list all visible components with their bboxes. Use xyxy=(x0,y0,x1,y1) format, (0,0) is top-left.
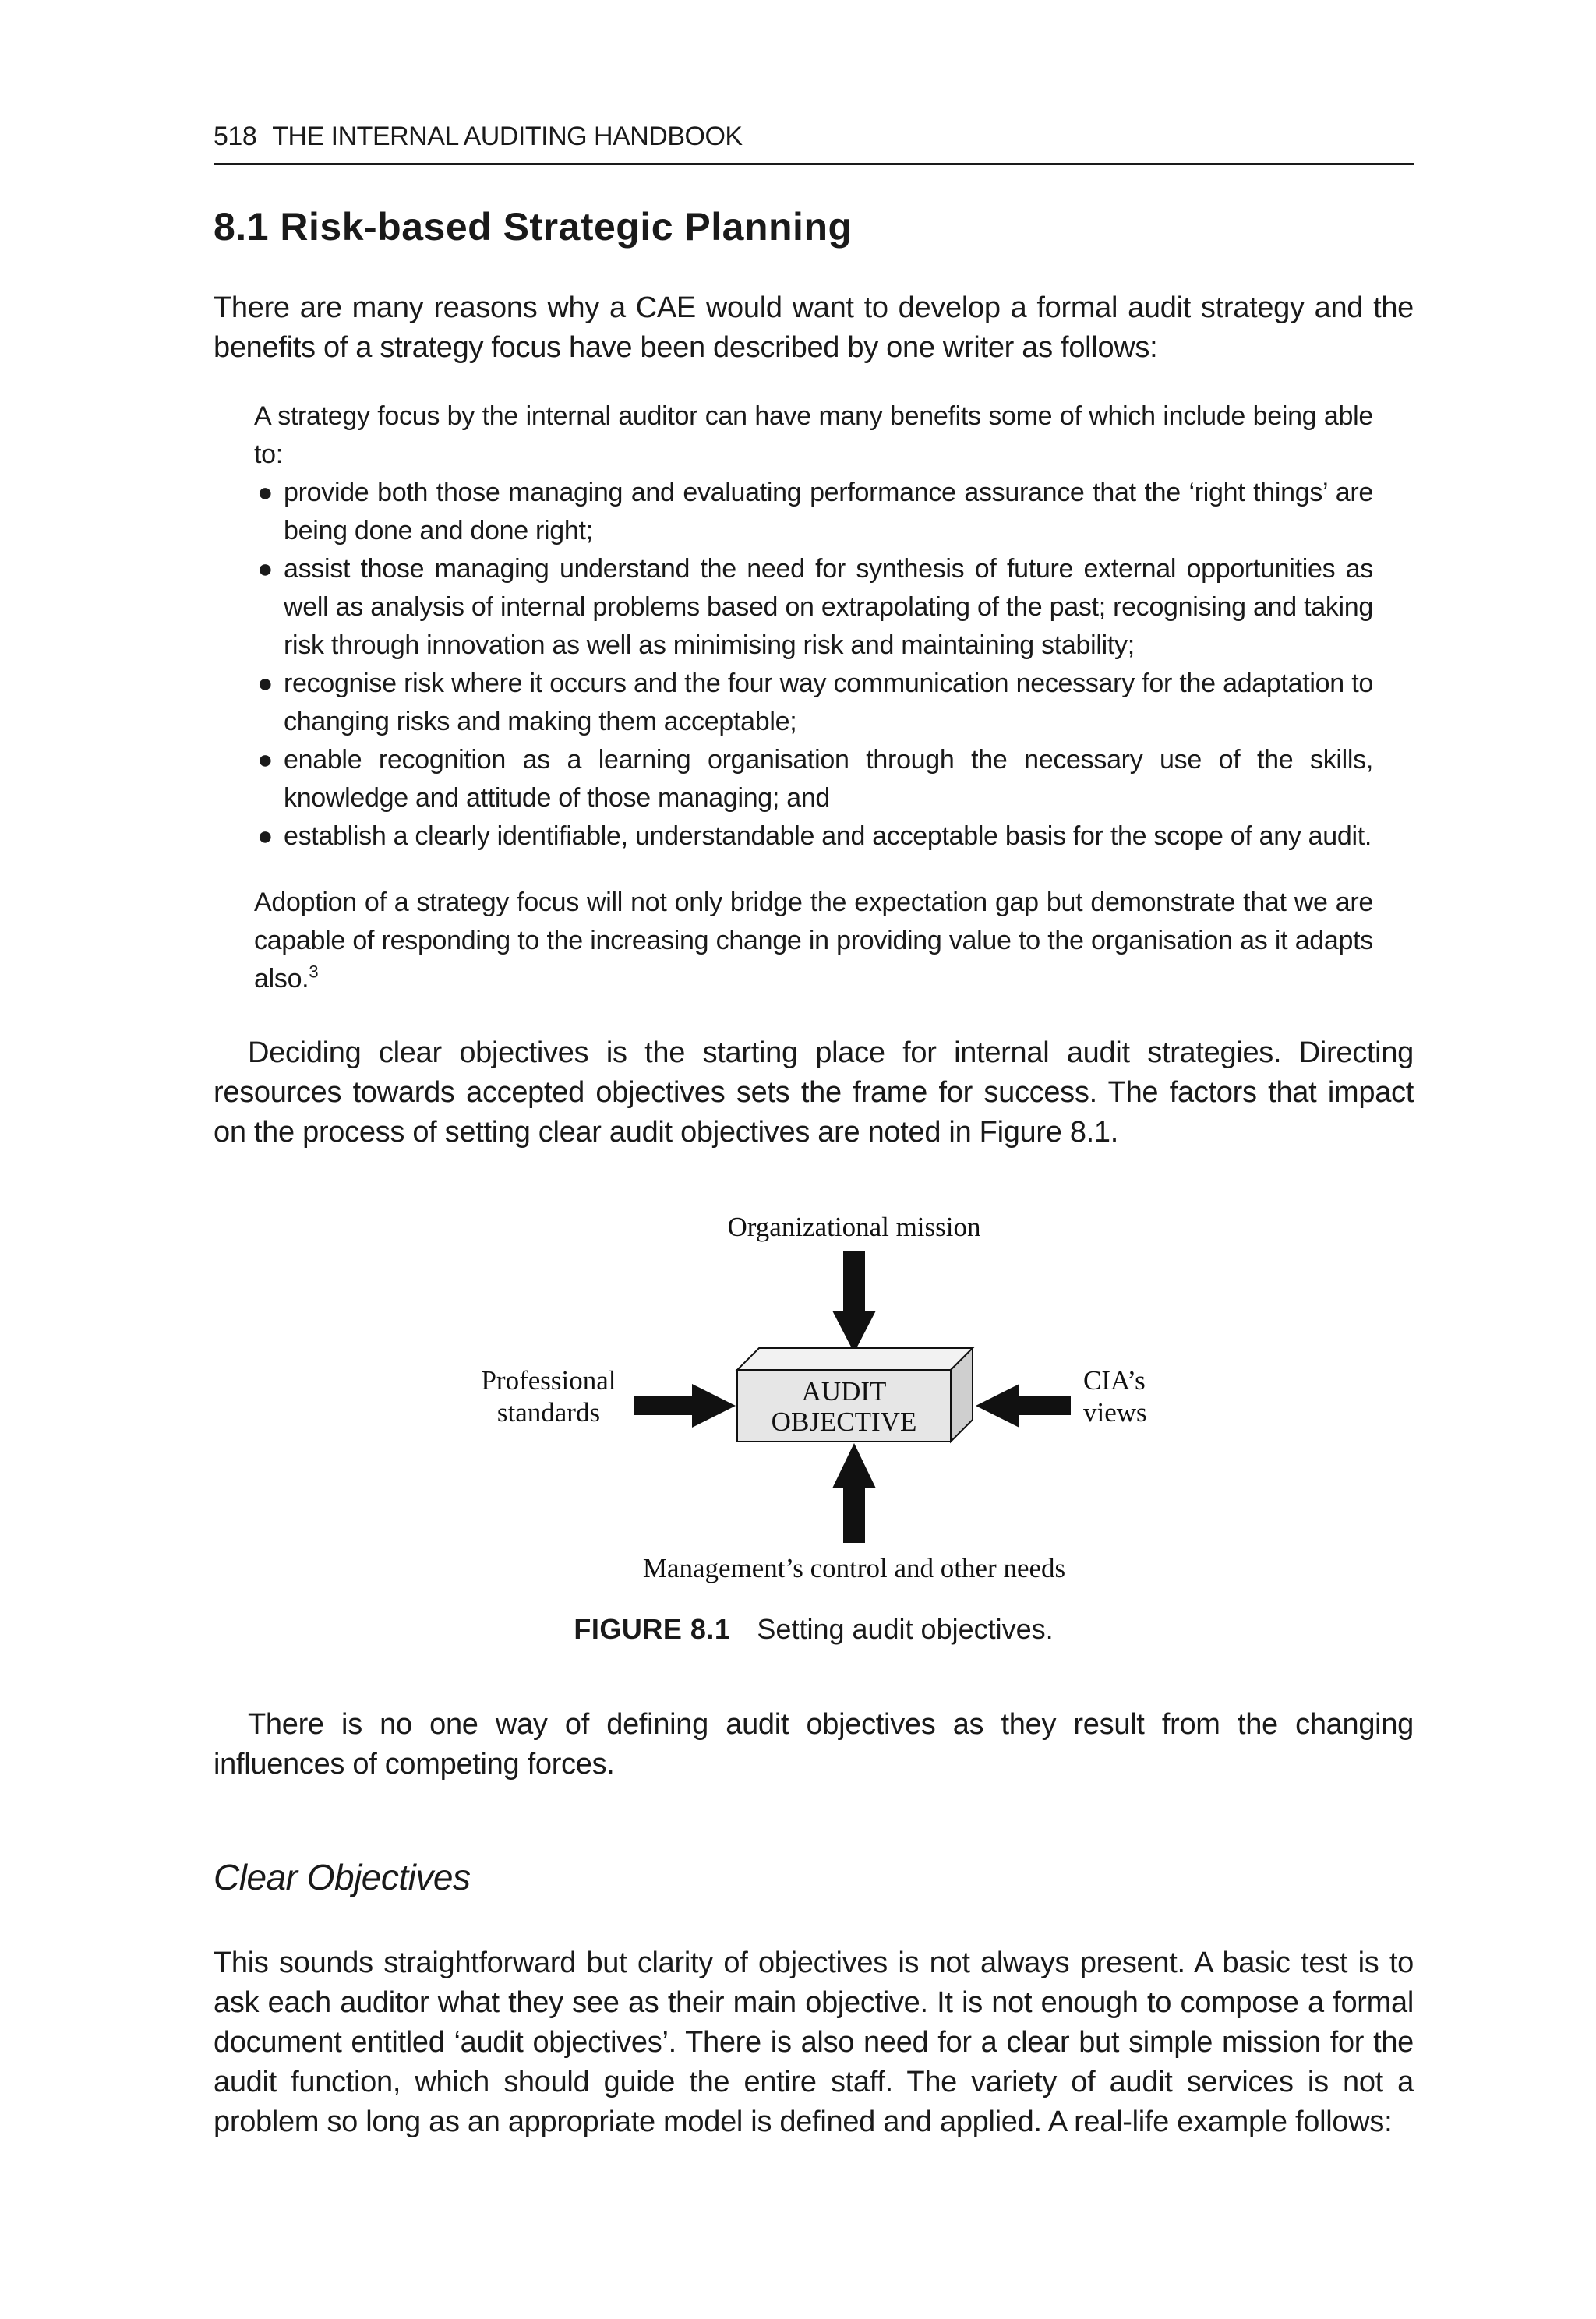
block-quote xyxy=(254,397,1373,998)
quote-bullet-item: ● assist those managing understand the need for synthesis of future external opportunities as well as analysis of internal problems based on extrapolating of the past; recognising and taking risk through innovation as well as minimising risk and maintaining stability; xyxy=(254,550,1373,665)
bullet-icon: ● xyxy=(257,554,274,584)
section-title: 8.1 Risk-based Strategic Planning xyxy=(214,205,853,249)
arrow-down-icon xyxy=(832,1251,876,1353)
clear-objectives-paragraph: This sounds straightforward but clarity of objectives is not always present. A basic test is to ask each auditor what they see as their main objective. It is not enough to compose a formal document entitled ‘audit objectives’. There is also need for a clear but simple mission for the audit function, which should guide the entire staff. The variety of audit services is not a problem so long as an appropriate model is defined and applied. A real-life example follows: xyxy=(214,1947,1414,2138)
bullet-icon: ● xyxy=(257,821,274,851)
arrow-up-icon xyxy=(832,1443,876,1543)
box-label-line1: AUDIT xyxy=(801,1376,887,1407)
page-number: 518 xyxy=(214,122,257,151)
quote-bullet-list xyxy=(254,474,1373,856)
label-standards: standards xyxy=(496,1397,601,1428)
arrow-right-icon xyxy=(634,1384,736,1428)
label-views: views xyxy=(1083,1397,1147,1428)
caption-label: FIGURE 8.1 xyxy=(574,1613,731,1645)
label-professional: Professional xyxy=(481,1365,616,1396)
quote-bullet-item: ● provide both those managing and evaluating performance assurance that the ‘right things’ are being done and done right; xyxy=(254,474,1373,550)
objectives-paragraph: Deciding clear objectives is the starting place for internal audit strategies. Directing resources towards accepted objectives sets the frame for success. The factors that impact on the process of setting clear audit objectives are noted in Figure 8.1. xyxy=(214,1036,1414,1149)
quote-bullet-item: ● enable recognition as a learning organisation through the necessary use of the skills, knowledge and attitude of those managing; and xyxy=(254,741,1373,817)
intro-paragraph: There are many reasons why a CAE would want to develop a formal audit strategy and the benefits of a strategy focus have been described by one writer as follows: xyxy=(214,291,1414,364)
arrow-left-icon xyxy=(976,1384,1071,1428)
quote-bullet-item: ● recognise risk where it occurs and the four way communication necessary for the adaptation to changing risks and making them acceptable; xyxy=(254,665,1373,741)
caption-text: Setting audit objectives. xyxy=(757,1613,1054,1645)
no-one-way-paragraph: There is no one way of defining audit objectives as they result from the changing influences of competing forces. xyxy=(214,1708,1414,1781)
footnote-ref: 3 xyxy=(309,962,319,982)
box-top-face xyxy=(737,1348,973,1370)
quote-lead: A strategy focus by the internal auditor can have many benefits some of which include being able to: xyxy=(254,401,1373,469)
running-header xyxy=(214,122,1414,165)
running-title: THE INTERNAL AUDITING HANDBOOK xyxy=(272,122,743,151)
quote-bullet-item: ● establish a clearly identifiable, understandable and acceptable basis for the scope of any audit. xyxy=(254,817,1373,856)
quote-closing: Adoption of a strategy focus will not only bridge the expectation gap but demonstrate that we are capable of responding to the increasing change in providing value to the organisation as it adapts also.$^3$ xyxy=(254,888,1373,994)
figure-caption xyxy=(214,1613,1414,1646)
box-label-line2: OBJECTIVE xyxy=(771,1407,917,1437)
label-management-needs: Management’s control and other needs xyxy=(642,1553,1066,1583)
figure-diagram xyxy=(214,1200,1414,1605)
label-organizational-mission: Organizational mission xyxy=(727,1212,981,1242)
subheading-clear-objectives: Clear Objectives xyxy=(214,1857,471,1897)
bullet-icon: ● xyxy=(257,478,274,507)
bullet-icon: ● xyxy=(257,669,274,698)
figure-audit-objectives xyxy=(214,1200,1414,1605)
bullet-icon: ● xyxy=(257,745,274,775)
label-cias: CIA’s xyxy=(1083,1365,1146,1396)
